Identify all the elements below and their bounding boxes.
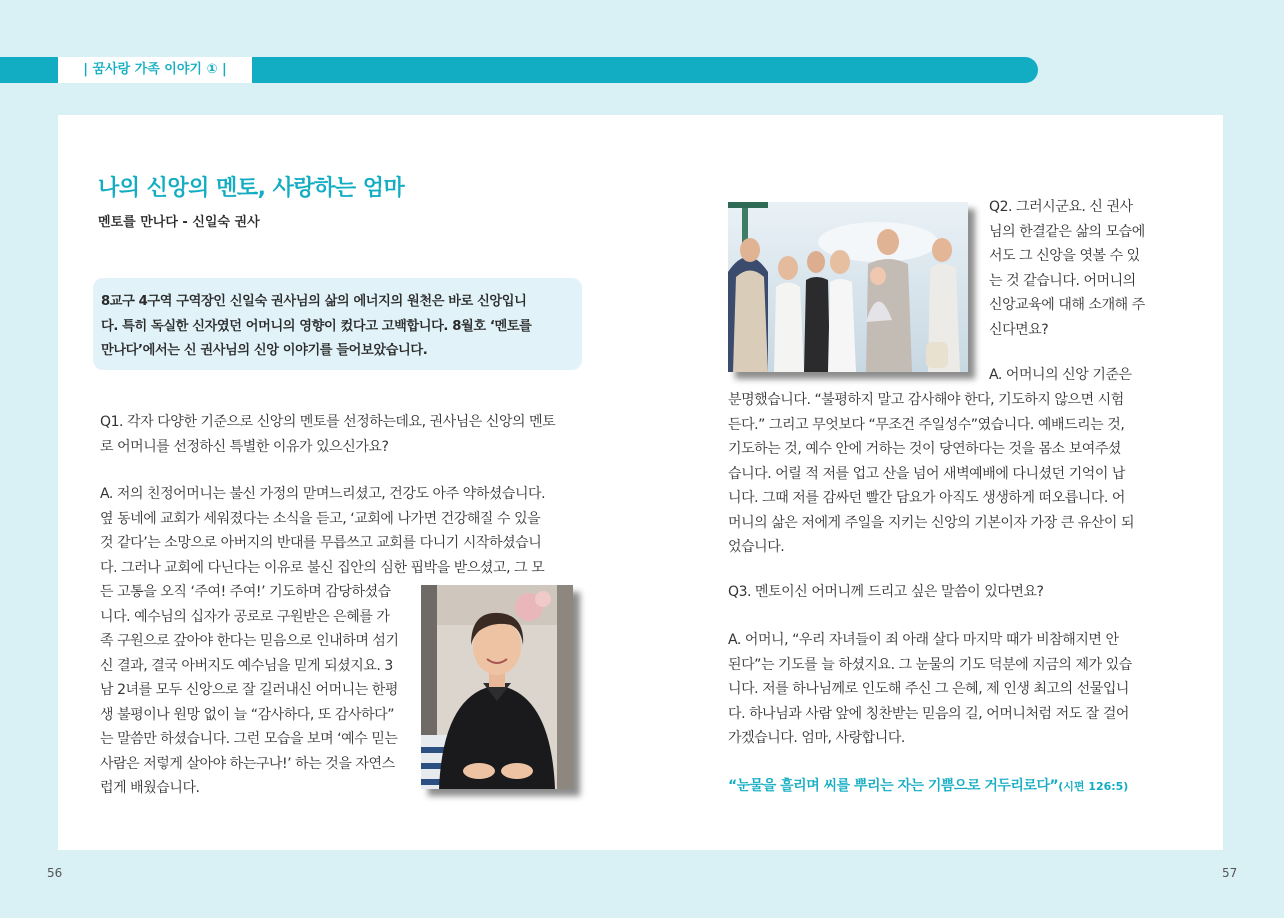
page-number-right: 57 — [1222, 866, 1238, 880]
text-line: 머니의 삶은 저에게 주일을 지키는 신앙의 기본이자 가장 큰 유산이 되 — [728, 514, 1135, 531]
text-line: 든다.” 그리고 무엇보다 “무조건 주일성수”였습니다. 예배드리는 것, — [728, 416, 1125, 433]
portrait-image — [421, 585, 573, 789]
answer-2-first-line — [989, 363, 1132, 388]
text-line: 니다. 예수님의 십자가 공로로 구원받은 은혜를 가 — [100, 608, 390, 625]
text-line: 님의 한결같은 삶의 모습에 — [989, 223, 1145, 240]
text-line: 럽게 배웠습니다. — [100, 780, 200, 796]
article-title: 나의 신앙의 멘토, 사랑하는 엄마 — [98, 176, 405, 201]
text-line: 남 2녀를 모두 신앙으로 잘 길러내신 어머니는 한평 — [100, 682, 398, 698]
intro-line: 8교구 4구역 구역장인 신일숙 권사님의 삶의 에너지의 원천은 바로 신앙입니 — [101, 294, 527, 309]
text-line: 다. 그러나 교회에 다닌다는 이유로 불신 집안의 심한 핍박을 받으셨고, 그 모 — [100, 559, 545, 576]
family-image — [728, 202, 968, 372]
quote-source: (시편 126:5) — [1058, 780, 1129, 793]
family-photo — [728, 202, 968, 372]
text-line: 사람은 저렇게 살아야 하는구나!’ 하는 것을 자연스 — [100, 755, 395, 772]
text-line: 신앙교육에 대해 소개해 주 — [989, 297, 1145, 313]
quote-text: “눈물을 흘리며 씨를 뿌리는 자는 기쁨으로 거두리로다” — [728, 778, 1059, 794]
question-1 — [100, 410, 555, 459]
magazine-spread — [58, 115, 1223, 850]
text-line: 든 고통을 오직 ‘주여! 주여!’ 기도하며 감당하셨습 — [100, 584, 391, 600]
text-line: A. 어머니, “우리 자녀들이 죄 아래 살다 마지막 때가 비참해지면 안 — [728, 632, 1119, 648]
portrait-photo — [421, 585, 573, 789]
text-line: 생 불평이나 원망 없이 늘 “감사하다, 또 감사하다” — [100, 706, 395, 723]
text-line: 니다. 그때 저를 감싸던 빨간 담요가 아직도 생생하게 떠오릅니다. 어 — [728, 490, 1125, 506]
page-number-left: 56 — [47, 866, 63, 880]
text-line: 것 같다’는 소망으로 아버지의 반대를 무릅쓰고 교회를 다니기 시작하셨습니 — [100, 535, 542, 551]
text-line: Q1. 각자 다양한 기준으로 신앙의 멘토를 선정하는데요, 권사님은 신앙의 멘토 — [100, 414, 556, 430]
bible-quote — [728, 775, 1128, 795]
text-line: 다. 하나님과 사람 앞에 칭찬받는 믿음의 길, 어머니처럼 저도 잘 걸어 — [728, 705, 1129, 722]
text-line: Q2. 그러시군요. 신 권사 — [989, 199, 1133, 215]
text-line: 니다. 저를 하나님께로 인도해 주신 그 은혜, 제 인생 최고의 선물입니 — [728, 681, 1129, 697]
intro-box — [93, 278, 582, 370]
text-line: Q3. 멘토이신 어머니께 드리고 싶은 말씀이 있다면요? — [728, 584, 1044, 600]
text-line: 었습니다. — [728, 539, 785, 555]
text-line: A. 어머니의 신앙 기준은 — [989, 367, 1132, 383]
text-line: 된다”는 기도를 늘 하셨지요. 그 눈물의 기도 덕분에 지금의 제가 있습 — [728, 656, 1132, 673]
question-3 — [728, 580, 1044, 605]
question-2 — [989, 195, 1145, 342]
section-tab — [58, 57, 252, 83]
text-line: 로 어머니를 선정하신 특별한 이유가 있으신가요? — [100, 438, 389, 455]
answer-2 — [728, 388, 1134, 560]
text-line: 기도하는 것, 예수 안에 거하는 것이 당연하다는 것을 몸소 보여주셨 — [728, 441, 1121, 457]
text-line: 는 말씀만 하셨습니다. 그런 모습을 보며 ‘예수 믿는 — [100, 731, 398, 747]
intro-line: 만나다’에서는 신 권사님의 신앙 이야기를 들어보았습니다. — [101, 343, 428, 358]
text-line: 분명했습니다. “불평하지 말고 감사해야 한다, 기도하지 않으면 시험 — [728, 392, 1124, 408]
section-label: | 꿈사랑 가족 이야기 ① | — [83, 62, 227, 77]
text-line: A. 저의 친정어머니는 불신 가정의 맏며느리셨고, 건강도 아주 약하셨습니다. — [100, 486, 546, 502]
text-line: 족 구원으로 갚아야 한다는 믿음으로 인내하며 섬기 — [100, 633, 399, 649]
article-subtitle: 멘토를 만나다 - 신일숙 권사 — [98, 215, 260, 230]
intro-line: 다. 특히 독실한 신자였던 어머니의 영향이 컸다고 고백합니다. 8월호 ‘멘토를 — [101, 318, 532, 334]
text-line: 가겠습니다. 엄마, 사랑합니다. — [728, 730, 905, 746]
text-line: 서도 그 신앙을 엿볼 수 있 — [989, 248, 1140, 264]
text-line: 습니다. 어릴 적 저를 업고 산을 넘어 새벽예배에 다니셨던 기억이 납 — [728, 465, 1125, 482]
text-line: 옆 동네에 교회가 세워졌다는 소식을 듣고, ‘교회에 나가면 건강해질 수 있을 — [100, 510, 541, 527]
text-line: 신 결과, 결국 아버지도 예수님을 믿게 되셨지요. 3 — [100, 657, 393, 674]
answer-3 — [728, 628, 1132, 751]
text-line: 신다면요? — [989, 321, 1049, 338]
text-line: 는 것 같습니다. 어머니의 — [989, 272, 1136, 289]
